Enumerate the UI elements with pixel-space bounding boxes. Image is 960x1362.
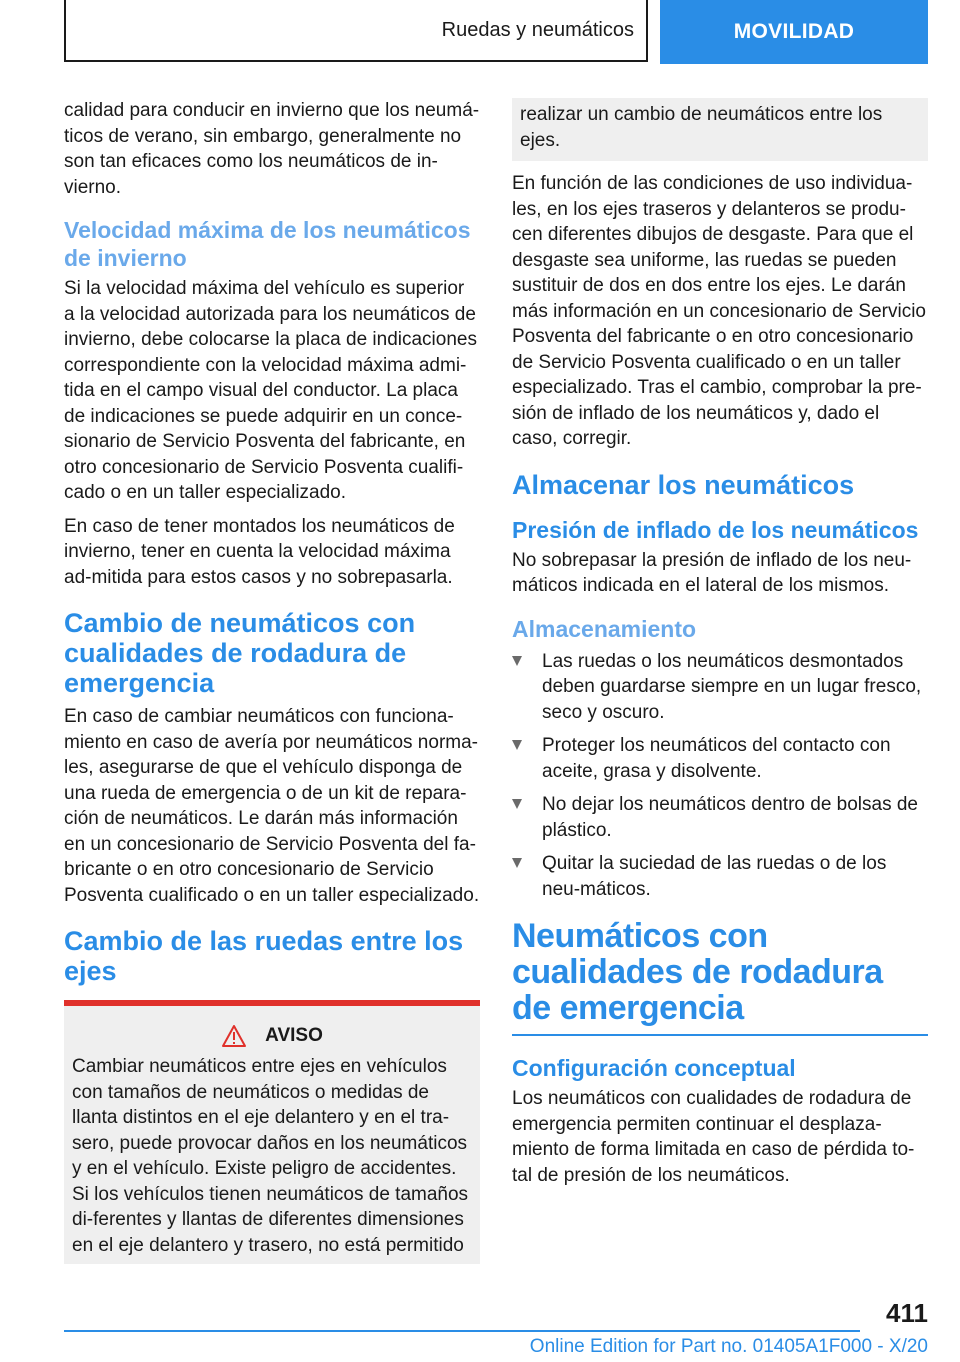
heading-wheel-swap: Cambio de las ruedas entre los ejes — [64, 926, 464, 986]
warning-header — [72, 1024, 472, 1048]
warning-text: Cambiar neumáticos entre ejes en vehículos con tamaños de neumáticos o medidas de llanta distintos en el eje delantero y en el tra-sero, puede provocar daños en los neumáticos y en el vehículo. Existe peligro de accidentes. Si los vehículos tienen neumáticos de tamaños di-ferentes y llantas de diferentes dimensiones en el eje delantero y trasero, no está permitido — [72, 1056, 469, 1256]
triangle-bullet-icon — [512, 858, 522, 868]
heading-concept: Configuración conceptual — [512, 1055, 796, 1081]
footer-divider — [64, 1330, 860, 1332]
warning-box — [64, 1000, 480, 1264]
list-item: Las ruedas o los neumáticos desmontados deben guardarse siempre en un lugar fresco, seco y oscuro. — [512, 649, 928, 726]
paragraph-concept: Los neumáticos con cualidades de rodadura de emergencia permiten continuar el desplaza-miento de forma limitada en caso de pérdida to-tal de presión de los neumáticos. — [512, 1088, 915, 1186]
section-title: Ruedas y neumáticos — [64, 0, 648, 62]
triangle-bullet-icon — [512, 740, 522, 750]
heading-storage: Almacenamiento — [512, 615, 697, 642]
footer-edition[interactable]: Online Edition for Part no. 01405A1F000 - X/20 — [529, 1336, 928, 1357]
page-number: 411 — [886, 1298, 928, 1328]
page-header — [64, 0, 928, 64]
heading-store-tires: Almacenar los neumáticos — [512, 469, 855, 500]
heading-runflat-tires: Neumáticos con cualidades de rodadura de emergencia — [512, 918, 928, 1036]
heading-runflat-change: Cambio de neumáticos con cualidades de rodadura de emergencia — [64, 608, 416, 698]
storage-list — [512, 649, 928, 903]
warning-triangle-icon — [221, 1024, 247, 1048]
heading-pressure: Presión de inflado de los neumáticos — [512, 516, 919, 543]
right-column — [512, 98, 928, 1196]
left-column — [64, 98, 480, 1264]
paragraph-speed-1: Si la velocidad máxima del vehículo es superior a la velocidad autorizada para los neumáticos de invierno, debe colocarse la placa de indicaciones correspondiente con la velocidad máxima admi-tida en el campo visual del conductor. La placa de indicaciones se puede adquirir en un conce-sionario de Servicio Posventa del fabricante, en otro concesionario de Servicio Posventa cualifi-cado o en un taller especializado. — [64, 278, 477, 503]
paragraph-wear: En función de las condiciones de uso individua-les, en los ejes traseros y delanteros se produ-cen diferentes dibujos de desgaste. Para que el desgaste sea uniforme, las ruedas se pueden sustituir de dos en dos entre los ejes. Le darán más información en un concesionario de Servicio Posventa del fabricante o en otro concesionario de Servicio Posventa cualificado o en un taller especializado. Tras el cambio, comprobar la pre-sión de inflado de los neumáticos y, dado el caso, corregir. — [512, 173, 926, 449]
warning-title: AVISO — [265, 1025, 323, 1046]
triangle-bullet-icon — [512, 656, 522, 666]
triangle-bullet-icon — [512, 799, 522, 809]
heading-winter-speed: Velocidad máxima de los neumáticos de invierno — [64, 217, 471, 271]
list-item: No dejar los neumáticos dentro de bolsas de plástico. — [512, 792, 928, 843]
warning-box-continued — [512, 98, 928, 161]
chapter-tab[interactable]: MOVILIDAD — [660, 0, 928, 64]
list-item: Quitar la suciedad de las ruedas o de los neu-máticos. — [512, 851, 928, 902]
intro-paragraph: calidad para conducir en invierno que los neumá-ticos de verano, sin embargo, generalmente no son tan eficaces como los neumáticos de in-vierno. — [64, 100, 480, 198]
paragraph-pressure: No sobrepasar la presión de inflado de los neu-máticos indicada en el lateral de los mismos. — [512, 549, 912, 596]
paragraph-runflat-change: En caso de cambiar neumáticos con funciona-miento en caso de avería por neumáticos norma-les, asegurarse de que el vehículo disponga de una rueda de emergencia o de un kit de repara-ción de neumáticos. Le darán más información en un concesionario de Servicio Posventa del fa-bricante o en otro concesionario de Servicio Posventa cualificado o en un taller especializado. — [64, 706, 480, 906]
paragraph-speed-2: En caso de tener montados los neumáticos de invierno, tener en cuenta la velocidad máxima ad-mitida para estos casos y no sobrepasarla. — [64, 515, 455, 588]
warning-text-continued: realizar un cambio de neumáticos entre los ejes. — [520, 104, 883, 151]
list-item: Proteger los neumáticos del contacto con aceite, grasa y disolvente. — [512, 733, 928, 784]
